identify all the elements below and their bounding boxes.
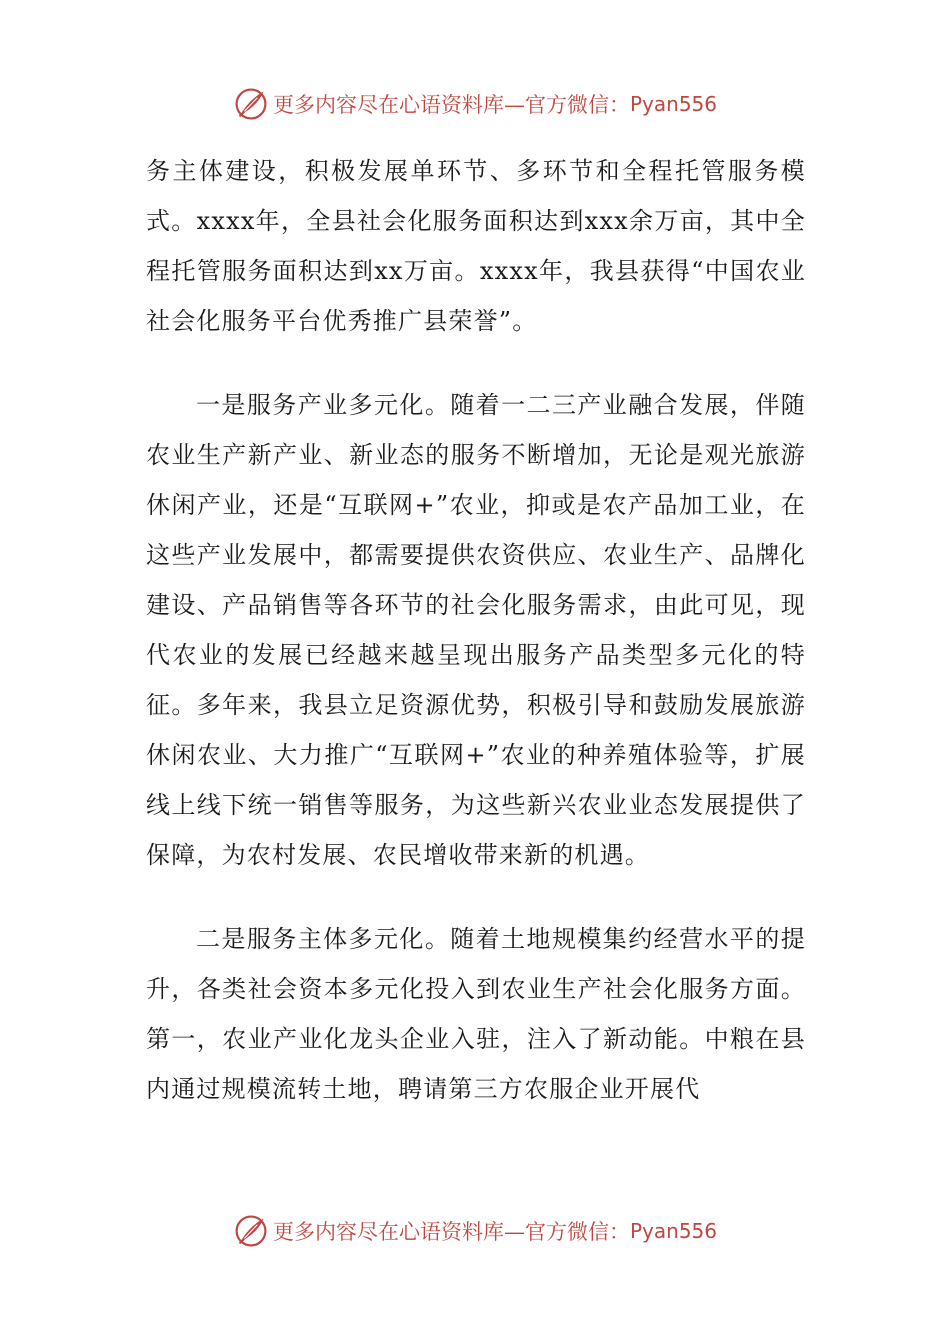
paragraph-3: 二是服务主体多元化。随着土地规模集约经营水平的提升，各类社会资本多元化投入到农业生产社会化服务方面。第一，农业产业化龙头企业入驻，注入了新动能。中粮在县内通过规模流转土地，聘请第三方农服企业开展代 <box>146 925 806 1103</box>
header-banner-text: 更多内容尽在心语资料库—官方微信： <box>272 93 630 117</box>
feather-pen-icon <box>233 86 269 122</box>
header-wechat-id: Pyan556 <box>629 92 717 116</box>
feather-pen-icon <box>233 1213 269 1249</box>
paragraph-gap <box>146 880 806 914</box>
document-body <box>146 146 806 1114</box>
paragraph-gap <box>146 346 806 380</box>
footer-banner-text: 更多内容尽在心语资料库—官方微信： <box>272 1220 630 1244</box>
paragraph-2: 一是服务产业多元化。随着一二三产业融合发展，伴随农业生产新产业、新业态的服务不断增加，无论是观光旅游休闲产业，还是“互联网+”农业，抑或是农产品加工业，在这些产业发展中，都需要提供农资供应、农业生产、品牌化建设、产品销售等各环节的社会化服务需求，由此可见，现代农业的发展已经越来越呈现出服务产品类型多元化的特征。多年来，我县立足资源优势，积极引导和鼓励发展旅游休闲农业、大力推广“互联网+”农业的种养殖体验等，扩展线上线下统一销售等服务，为这些新兴农业业态发展提供了保障，为农村发展、农民增收带来新的机遇。 <box>146 391 806 869</box>
header-banner <box>0 84 950 124</box>
paragraph-1: 务主体建设，积极发展单环节、多环节和全程托管服务模式。xxxx年，全县社会化服务面积达到xxx余万亩，其中全程托管服务面积达到xx万亩。xxxx年，我县获得“中国农业社会化服务平台优秀推广县荣誉”。 <box>146 157 806 335</box>
footer-banner <box>0 1211 950 1251</box>
footer-wechat-id: Pyan556 <box>629 1219 717 1243</box>
